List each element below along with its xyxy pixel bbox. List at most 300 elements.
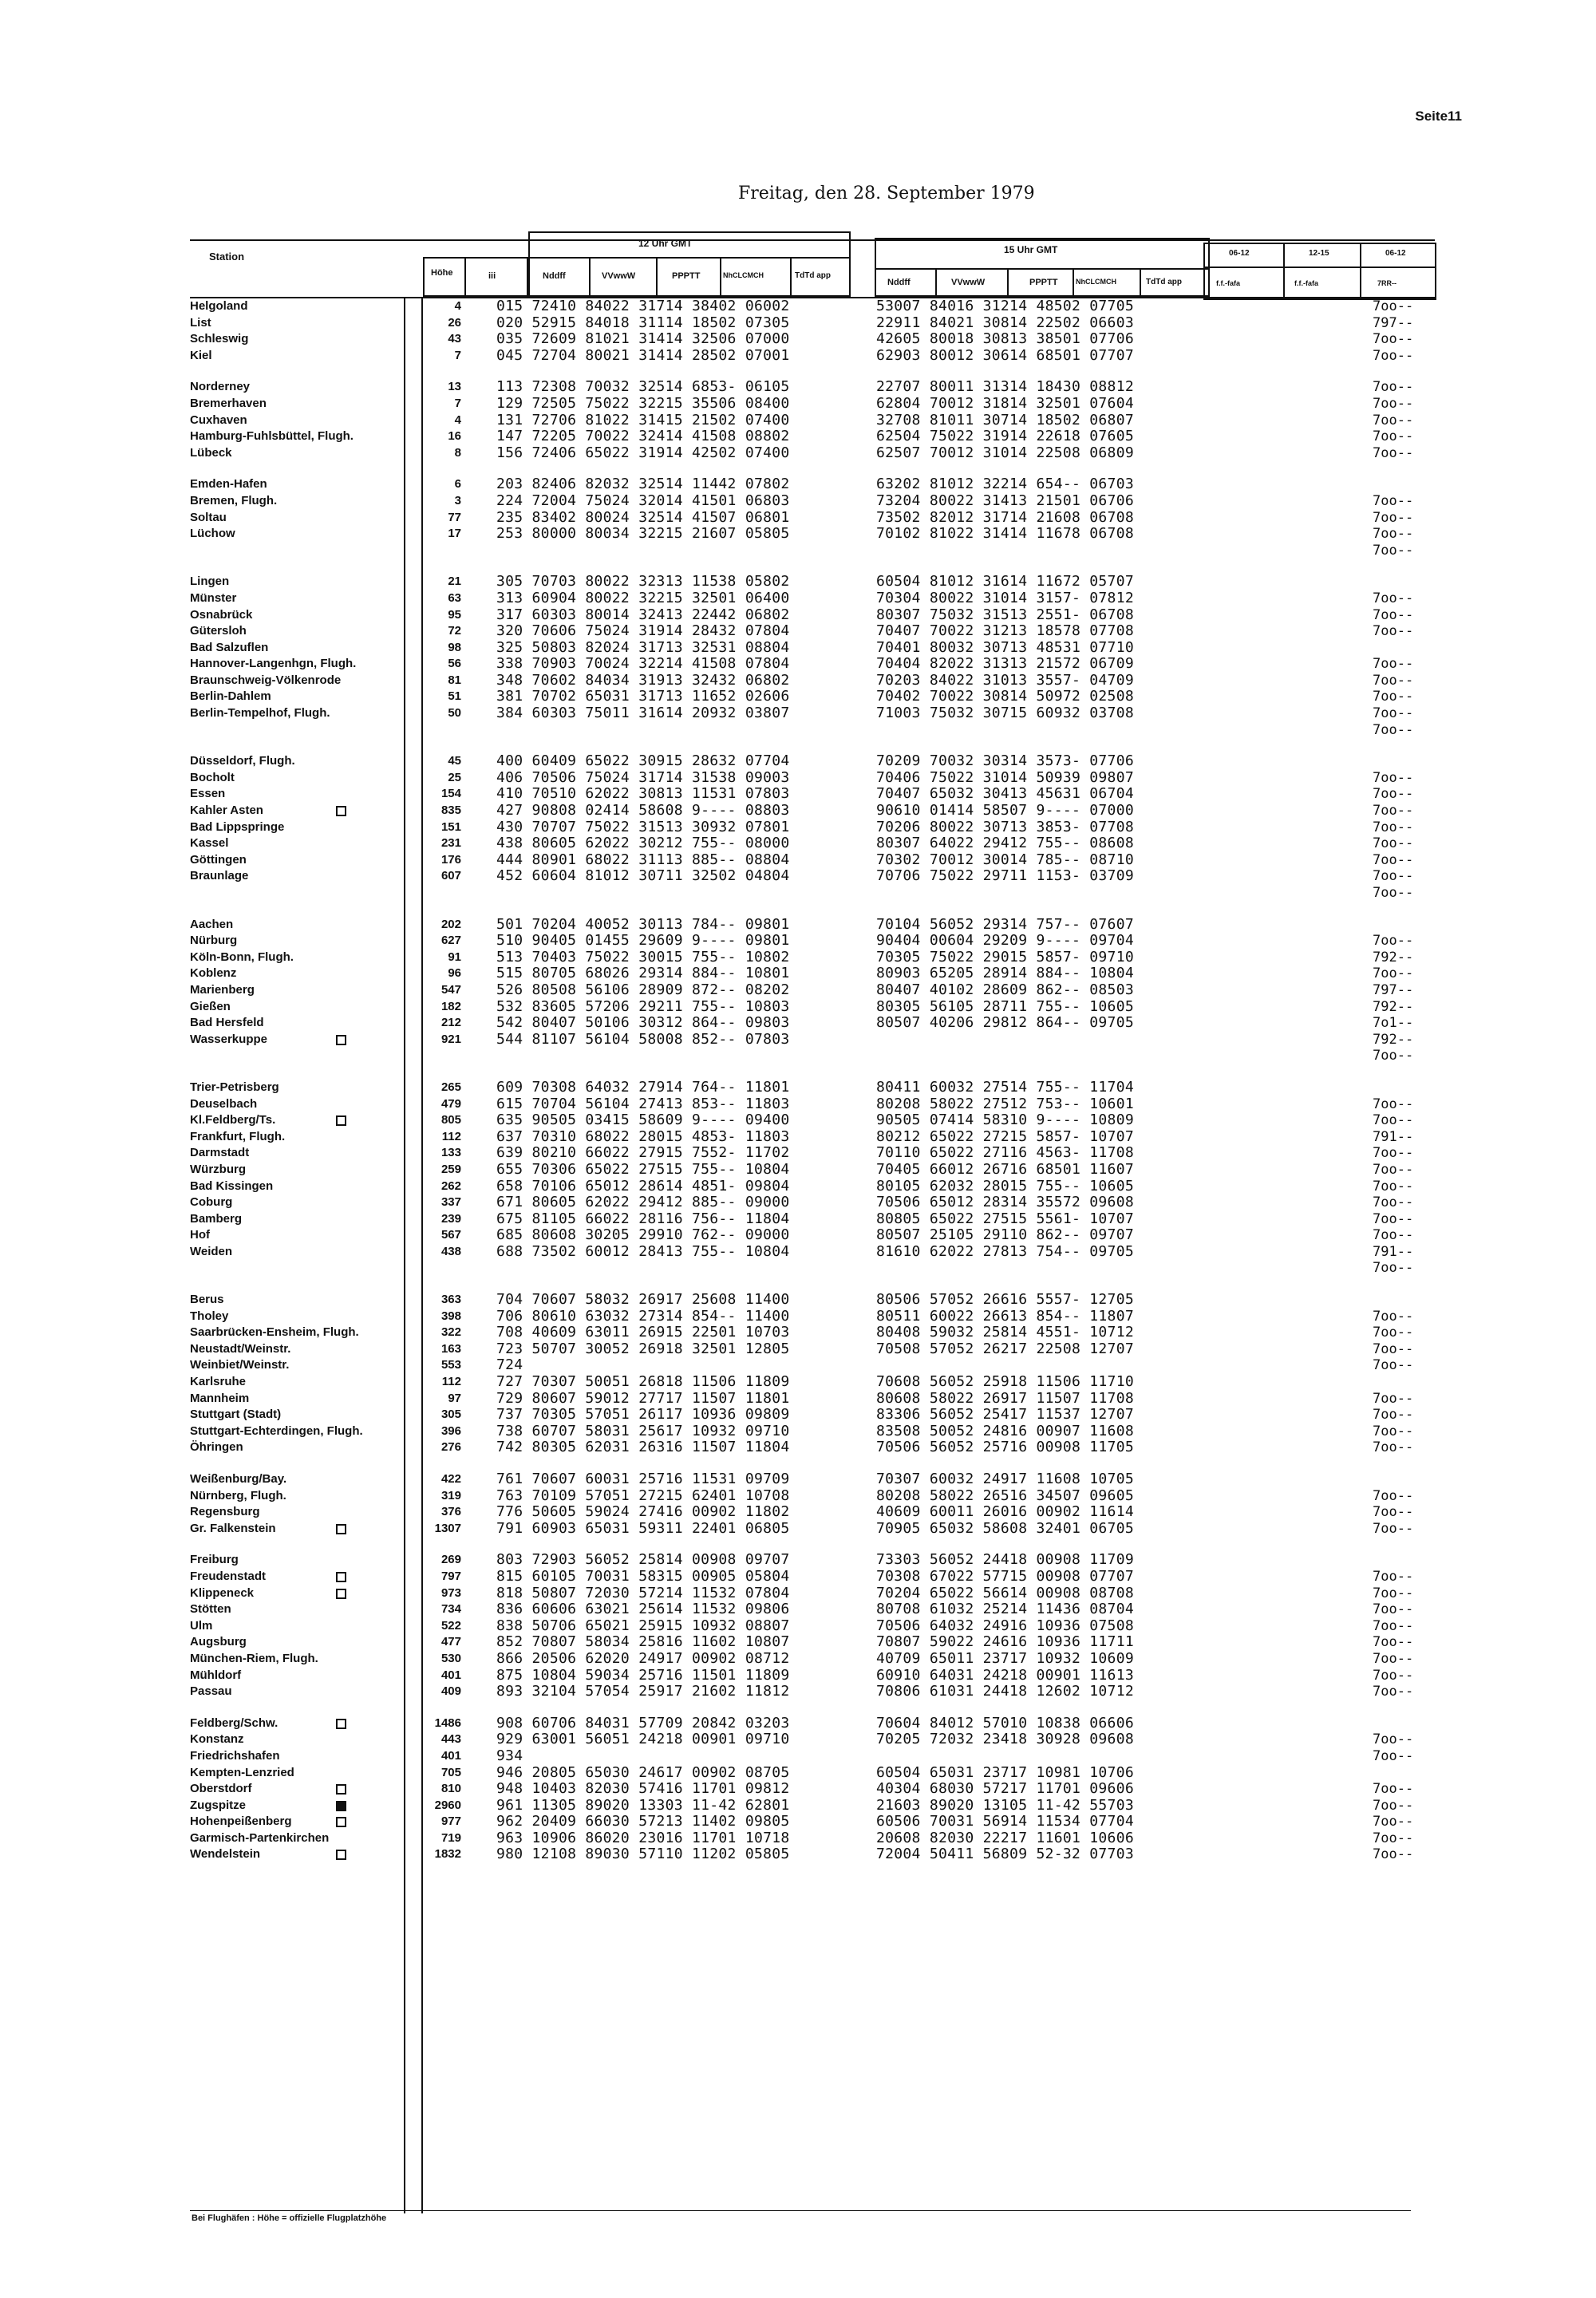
table-row	[0, 982, 1596, 999]
obs-15utc: 70608 56052 25918 11506 11710	[876, 1373, 1134, 1391]
station-height: 163	[440, 1341, 461, 1356]
obs-15utc: 70508 57052 26217 22508 12707	[876, 1340, 1134, 1357]
table-row	[0, 331, 1596, 348]
station-name: Braunschweig-Völkenrode	[190, 673, 342, 687]
obs-extra: 7oo--	[1373, 851, 1414, 868]
obs-15utc: 80506 57052 26616 5557- 12705	[876, 1291, 1134, 1309]
table-row	[0, 428, 1596, 445]
obs-extra: 7oo--	[1373, 1781, 1414, 1798]
obs-extra: 792--	[1373, 1031, 1414, 1048]
obs-12utc: 515 80705 68026 29314 884-- 10801	[496, 965, 790, 982]
table-row	[0, 1618, 1596, 1635]
station-height: 45	[448, 754, 461, 768]
obs-15utc: 80411 60032 27514 755-- 11704	[876, 1078, 1134, 1096]
station-name: Wendelstein	[190, 1847, 261, 1862]
table-row	[0, 1179, 1596, 1195]
obs-12utc: 724	[496, 1356, 523, 1374]
obs-12utc: 961 11305 89020 13303 11-42 62801	[496, 1796, 790, 1814]
obs-15utc: 71003 75032 30715 60932 03708	[876, 705, 1134, 722]
obs-15utc: 80307 75032 31513 2551- 06708	[876, 606, 1134, 623]
table-row	[0, 1194, 1596, 1211]
obs-extra: 7oo--	[1373, 835, 1414, 852]
obs-extra: 7oo--	[1373, 1340, 1414, 1357]
obs-extra: 7oo--	[1373, 1423, 1414, 1439]
obs-15utc: 80407 40102 28609 862-- 08503	[876, 981, 1134, 998]
table-row	[0, 623, 1596, 640]
obs-extra: 7oo--	[1373, 606, 1414, 623]
table-row	[0, 965, 1596, 982]
station-name: Hof	[190, 1228, 210, 1242]
obs-12utc: 147 72205 70022 32414 41508 08802	[496, 428, 790, 445]
obs-12utc: 020 52915 84018 31114 18502 07305	[496, 314, 790, 331]
table-row	[0, 1032, 1596, 1048]
header-15-col3: PPPTT	[1029, 278, 1058, 287]
table-row	[0, 1129, 1596, 1146]
table-row	[0, 1748, 1596, 1765]
station-name: Bamberg	[190, 1211, 243, 1226]
table-row	[0, 1830, 1596, 1847]
obs-extra: 7oo--	[1373, 347, 1414, 364]
station-name: Aachen	[190, 917, 234, 931]
obs-12utc: 908 60706 84031 57709 20842 03203	[496, 1714, 790, 1731]
obs-12utc: 761 70607 60031 25716 11531 09709	[496, 1471, 790, 1487]
station-height: 627	[440, 934, 461, 948]
table-row	[0, 510, 1596, 527]
obs-extra: 7oo--	[1373, 1210, 1414, 1227]
obs-15utc: 70807 59022 24616 10936 11711	[876, 1633, 1134, 1651]
obs-12utc: 320 70606 75024 31914 28432 07804	[496, 622, 790, 640]
header-extra-4: f.f.-fafa	[1216, 279, 1240, 287]
obs-12utc: 444 80901 68022 31113 885-- 08804	[496, 851, 790, 868]
station-height: 1486	[434, 1716, 461, 1730]
table-row	[0, 1112, 1596, 1129]
obs-12utc: 113 72308 70032 32514 6853- 06105	[496, 378, 790, 396]
station-name: Bad Salzuflen	[190, 640, 269, 654]
obs-15utc: 80511 60022 26613 854-- 11807	[876, 1307, 1134, 1325]
obs-12utc: 704 70607 58032 26917 25608 11400	[496, 1291, 790, 1309]
station-name: Cuxhaven	[190, 413, 247, 427]
obs-15utc: 80805 65022 27515 5561- 10707	[876, 1210, 1134, 1227]
obs-extra: 791--	[1373, 1243, 1414, 1260]
table-row	[0, 722, 1596, 739]
header-12-col4: NhCLCMCH	[723, 271, 764, 279]
station-name: Deuselbach	[190, 1096, 258, 1111]
header-15-col2: VVwwW	[951, 278, 986, 287]
obs-15utc: 70506 64032 24916 10936 07508	[876, 1617, 1134, 1634]
obs-15utc: 80507 40206 29812 864-- 09705	[876, 1014, 1134, 1032]
obs-15utc: 70305 75022 29015 5857- 09710	[876, 948, 1134, 965]
obs-15utc: 60910 64031 24218 00901 11613	[876, 1666, 1134, 1684]
header-extra-1: 06-12	[1229, 249, 1250, 258]
obs-15utc: 70905 65032 58608 32401 06705	[876, 1519, 1134, 1537]
obs-15utc: 70204 65022 56614 00908 08708	[876, 1584, 1134, 1601]
station-height: 977	[440, 1814, 461, 1829]
table-row	[0, 1634, 1596, 1651]
obs-12utc: 706 80610 63032 27314 854-- 11400	[496, 1307, 790, 1325]
obs-15utc: 40609 60011 26016 00902 11614	[876, 1503, 1134, 1521]
obs-12utc: 655 70306 65022 27515 755-- 10804	[496, 1160, 790, 1178]
obs-extra: 7oo--	[1373, 1747, 1414, 1764]
station-height: 262	[440, 1179, 461, 1193]
obs-12utc: 427 90808 02414 58608 9---- 08803	[496, 802, 790, 819]
table-row	[0, 656, 1596, 673]
station-name: Soltau	[190, 510, 227, 524]
header-12-col5: TdTd app	[795, 271, 831, 280]
table-row	[0, 1325, 1596, 1341]
station-height: 2960	[434, 1798, 461, 1812]
obs-12utc: 235 83402 80024 32514 41507 06801	[496, 508, 790, 526]
obs-12utc: 875 10804 59034 25716 11501 11809	[496, 1666, 790, 1684]
table-row	[0, 379, 1596, 396]
station-height: 443	[440, 1732, 461, 1747]
station-height: 305	[440, 1408, 461, 1422]
station-height: 7	[454, 348, 461, 362]
square-icon	[336, 806, 346, 816]
station-height: 97	[448, 1391, 461, 1405]
obs-extra: 7oo--	[1373, 868, 1414, 885]
obs-12utc: 338 70903 70024 32214 41508 07804	[496, 655, 790, 673]
obs-extra: 7oo--	[1373, 526, 1414, 543]
obs-extra: 797--	[1373, 981, 1414, 998]
station-height: 422	[440, 1472, 461, 1486]
table-row	[0, 1798, 1596, 1814]
table-row	[0, 1471, 1596, 1488]
obs-15utc: 83508 50052 24816 00907 11608	[876, 1422, 1134, 1439]
obs-15utc: 42605 80018 30813 38501 07706	[876, 330, 1134, 348]
table-row	[0, 1096, 1596, 1113]
station-height: 567	[440, 1228, 461, 1242]
obs-extra: 7oo--	[1373, 412, 1414, 428]
obs-12utc: 224 72004 75024 32014 41501 06803	[496, 492, 790, 509]
table-row	[0, 753, 1596, 770]
obs-15utc: 70304 80022 31014 3157- 07812	[876, 589, 1134, 606]
station-height: 151	[440, 819, 461, 834]
table-row	[0, 1504, 1596, 1521]
obs-extra: 7oo--	[1373, 819, 1414, 835]
table-row	[0, 1341, 1596, 1358]
obs-15utc: 70110 65022 27116 4563- 11708	[876, 1144, 1134, 1162]
station-name: Lübeck	[190, 445, 232, 460]
obs-extra: 7oo--	[1373, 1161, 1414, 1178]
header-12utc-rule	[528, 257, 851, 259]
obs-12utc: 637 70310 68022 28015 4853- 11803	[496, 1127, 790, 1145]
divider	[1073, 268, 1074, 297]
obs-extra: 7oo--	[1373, 1325, 1414, 1341]
station-name: Köln-Bonn, Flugh.	[190, 950, 294, 964]
obs-12utc: 513 70403 75022 30015 755-- 10802	[496, 948, 790, 965]
station-name: Frankfurt, Flugh.	[190, 1129, 286, 1143]
obs-15utc: 40304 68030 57217 11701 09606	[876, 1780, 1134, 1798]
obs-extra: 7oo--	[1373, 1634, 1414, 1651]
station-name: Öhringen	[190, 1440, 243, 1455]
obs-12utc: 962 20409 66030 57213 11402 09805	[496, 1813, 790, 1830]
header-15-col5: TdTd app	[1146, 278, 1182, 286]
obs-12utc: 452 60604 81012 30711 32502 04804	[496, 867, 790, 885]
header-extra-3: 06-12	[1385, 249, 1406, 258]
obs-12utc: 609 70308 64032 27914 764-- 11801	[496, 1078, 790, 1096]
table-row	[0, 1357, 1596, 1374]
filled-square-icon	[336, 1801, 346, 1811]
station-height: 8	[454, 445, 461, 460]
station-name: Wasserkuppe	[190, 1032, 267, 1046]
station-height: 51	[448, 689, 461, 704]
station-height: 401	[440, 1748, 461, 1763]
station-name: Regensburg	[190, 1505, 260, 1519]
station-name: Mannheim	[190, 1391, 250, 1405]
obs-15utc: 20608 82030 22217 11601 10606	[876, 1829, 1134, 1846]
station-group	[0, 1080, 1596, 1277]
station-height: 322	[440, 1325, 461, 1340]
table-row	[0, 868, 1596, 885]
obs-15utc: 70402 70022 30814 50972 02508	[876, 688, 1134, 705]
station-name: Gr. Falkenstein	[190, 1521, 276, 1535]
obs-15utc: 40709 65011 23717 10932 10609	[876, 1649, 1134, 1667]
obs-extra: 7oo--	[1373, 1390, 1414, 1407]
station-group	[0, 298, 1596, 364]
obs-12utc: 639 80210 66022 27915 7552- 11702	[496, 1144, 790, 1162]
station-group	[0, 917, 1596, 1064]
station-height: 16	[448, 429, 461, 444]
table-row	[0, 348, 1596, 365]
table-row	[0, 1781, 1596, 1798]
obs-12utc: 015 72410 84022 31714 38402 06002	[496, 298, 790, 314]
obs-extra: 7oo--	[1373, 885, 1414, 901]
station-name: Darmstadt	[190, 1146, 250, 1160]
header-15-col4: NhCLCMCH	[1076, 278, 1116, 286]
divider	[589, 257, 591, 297]
station-name: Berus	[190, 1293, 224, 1307]
station-height: 212	[440, 1016, 461, 1030]
station-height: 98	[448, 640, 461, 654]
obs-15utc: 80208 58022 27512 753-- 10601	[876, 1095, 1134, 1112]
table-row	[0, 1048, 1596, 1064]
obs-12utc: 532 83605 57206 29211 755-- 10803	[496, 997, 790, 1015]
obs-12utc: 776 50605 59024 27416 00902 11802	[496, 1503, 790, 1521]
station-height: 50	[448, 706, 461, 721]
obs-extra: 791--	[1373, 1128, 1414, 1145]
station-name: Coburg	[190, 1195, 233, 1210]
obs-extra: 7oo--	[1373, 1684, 1414, 1700]
obs-extra: 7oo--	[1373, 1568, 1414, 1585]
obs-extra: 7oo--	[1373, 1260, 1414, 1277]
table-row	[0, 1292, 1596, 1309]
obs-12utc: 253 80000 80034 32215 21607 05805	[496, 525, 790, 543]
station-group	[0, 1471, 1596, 1537]
obs-12utc: 791 60903 65031 59311 22401 06805	[496, 1519, 790, 1537]
header-12utc: 12 Uhr GMT	[638, 238, 693, 249]
square-icon	[336, 1817, 346, 1827]
obs-15utc: 53007 84016 31214 48502 07705	[876, 298, 1134, 314]
header-12-col3: PPPTT	[672, 271, 701, 281]
table-row	[0, 1846, 1596, 1863]
table-row	[0, 1601, 1596, 1618]
station-name: Hamburg-Fuhlsbüttel, Flugh.	[190, 429, 354, 444]
station-height: 363	[440, 1293, 461, 1307]
table-row	[0, 689, 1596, 705]
obs-15utc: 60504 65031 23717 10981 10706	[876, 1763, 1134, 1781]
table-row	[0, 543, 1596, 559]
obs-15utc: 70308 67022 57715 00908 07707	[876, 1567, 1134, 1585]
obs-12utc: 723 50707 30052 26918 32501 12805	[496, 1340, 790, 1357]
obs-extra: 7oo--	[1373, 298, 1414, 314]
table-row	[0, 1651, 1596, 1668]
station-height: 81	[448, 673, 461, 687]
obs-12utc: 815 60105 70031 58315 00905 05804	[496, 1567, 790, 1585]
station-name: Helgoland	[190, 299, 248, 313]
station-height: 337	[440, 1195, 461, 1210]
station-group	[0, 574, 1596, 738]
obs-extra: 7oo--	[1373, 1650, 1414, 1667]
obs-extra: 7oo--	[1373, 672, 1414, 689]
table-row	[0, 1407, 1596, 1423]
obs-15utc: 70307 60032 24917 11608 10705	[876, 1471, 1134, 1487]
obs-extra: 7oo--	[1373, 509, 1414, 526]
station-name: Konstanz	[190, 1732, 244, 1747]
station-group	[0, 1716, 1596, 1863]
station-height: 56	[448, 657, 461, 671]
obs-12utc: 658 70106 65012 28614 4851- 09804	[496, 1177, 790, 1194]
obs-extra: 7oo--	[1373, 444, 1414, 461]
station-name: Würzburg	[190, 1162, 246, 1176]
station-height: 269	[440, 1553, 461, 1567]
station-group	[0, 753, 1596, 901]
obs-12utc: 727 70307 50051 26818 11506 11809	[496, 1373, 790, 1391]
table-row	[0, 526, 1596, 543]
obs-15utc: 70205 72032 23418 30928 09608	[876, 1731, 1134, 1748]
station-height: 553	[440, 1358, 461, 1372]
obs-15utc: 70706 75022 29711 1153- 03709	[876, 867, 1134, 885]
obs-extra: 7oo--	[1373, 705, 1414, 722]
table-row	[0, 1162, 1596, 1179]
station-name: Nürnberg, Flugh.	[190, 1488, 286, 1502]
station-height: 231	[440, 836, 461, 851]
obs-extra: 7oo--	[1373, 1814, 1414, 1830]
station-name: Klippeneck	[190, 1585, 255, 1600]
obs-15utc: 80212 65022 27215 5857- 10707	[876, 1127, 1134, 1145]
obs-15utc: 90610 01414 58507 9---- 07000	[876, 802, 1134, 819]
station-group	[0, 1292, 1596, 1456]
table-row	[0, 574, 1596, 590]
obs-extra: 7oo--	[1373, 933, 1414, 950]
table-row	[0, 1569, 1596, 1585]
obs-12utc: 156 72406 65022 31914 42502 07400	[496, 444, 790, 461]
table-row	[0, 1521, 1596, 1538]
obs-12utc: 410 70510 62022 30813 11531 07803	[496, 785, 790, 803]
station-name: Lingen	[190, 574, 230, 589]
table-row	[0, 1814, 1596, 1830]
obs-15utc: 70401 80032 30713 48531 07710	[876, 638, 1134, 656]
table-row	[0, 1227, 1596, 1244]
station-height: 921	[440, 1032, 461, 1046]
table-row	[0, 835, 1596, 852]
divider	[720, 257, 721, 297]
obs-15utc: 80105 62032 28015 755-- 10605	[876, 1177, 1134, 1194]
station-height: 112	[441, 1375, 461, 1389]
obs-12utc: 313 60904 80022 32215 32501 06400	[496, 589, 790, 606]
square-icon	[336, 1850, 346, 1860]
obs-extra: 792--	[1373, 949, 1414, 965]
table-row	[0, 640, 1596, 657]
table-row	[0, 1585, 1596, 1602]
station-height: 734	[440, 1602, 461, 1617]
station-name: List	[190, 315, 211, 330]
station-height: 973	[440, 1585, 461, 1600]
obs-15utc: 80608 58022 26917 11507 11708	[876, 1389, 1134, 1407]
table-row	[0, 1391, 1596, 1408]
table-row	[0, 413, 1596, 429]
obs-extra: 7oo--	[1373, 379, 1414, 396]
station-name: Weinbiet/Weinstr.	[190, 1358, 290, 1372]
table-row	[0, 315, 1596, 332]
obs-extra: 7oo--	[1373, 1520, 1414, 1537]
station-name: Bocholt	[190, 770, 235, 784]
obs-extra: 7oo--	[1373, 331, 1414, 348]
station-height: 95	[448, 607, 461, 622]
station-name: Friedrichshafen	[190, 1748, 280, 1763]
station-name: Stuttgart-Echterdingen, Flugh.	[190, 1423, 363, 1438]
obs-12utc: 708 40609 63011 26915 22501 10703	[496, 1324, 790, 1341]
station-height: 112	[441, 1129, 461, 1143]
station-height: 705	[440, 1765, 461, 1779]
table-row	[0, 607, 1596, 624]
station-height: 398	[440, 1309, 461, 1323]
station-height: 479	[440, 1096, 461, 1111]
obs-12utc: 348 70602 84034 31913 32432 06802	[496, 671, 790, 689]
obs-15utc: 62903 80012 30614 68501 07707	[876, 346, 1134, 364]
obs-extra: 7oo--	[1373, 803, 1414, 819]
obs-15utc: 70104 56052 29314 757-- 07607	[876, 915, 1134, 933]
table-row	[0, 770, 1596, 787]
station-height: 4	[454, 413, 461, 427]
header-extra-rule	[1203, 267, 1436, 268]
obs-extra: 7oo--	[1373, 1112, 1414, 1129]
obs-extra: 7oo--	[1373, 1227, 1414, 1244]
obs-15utc: 62804 70012 31814 32501 07604	[876, 394, 1134, 412]
divider	[656, 257, 658, 297]
obs-extra: 7oo--	[1373, 1194, 1414, 1211]
obs-12utc: 685 80608 30205 29910 762-- 09000	[496, 1226, 790, 1244]
station-name: Göttingen	[190, 852, 247, 867]
obs-extra: 797--	[1373, 314, 1414, 331]
obs-15utc: 80708 61032 25214 11436 08704	[876, 1601, 1134, 1618]
header-15-col1: Nddff	[887, 278, 911, 287]
station-name: Berlin-Dahlem	[190, 689, 271, 704]
header-extra-6: 7RR--	[1377, 279, 1396, 287]
table-row	[0, 819, 1596, 836]
station-name: Garmisch-Partenkirchen	[190, 1830, 330, 1845]
station-height: 396	[440, 1423, 461, 1438]
table-row	[0, 917, 1596, 934]
square-icon	[336, 1524, 346, 1534]
station-height: 547	[440, 982, 461, 997]
station-name: Mühldorf	[190, 1668, 242, 1682]
obs-extra: 7oo--	[1373, 721, 1414, 738]
table-row	[0, 705, 1596, 722]
obs-15utc: 73502 82012 31714 21608 06708	[876, 508, 1134, 526]
station-height: 17	[448, 527, 461, 541]
header-extra-5: f.f.-fafa	[1294, 279, 1318, 287]
obs-extra: 7oo--	[1373, 1407, 1414, 1423]
obs-15utc: 22707 80011 31314 18430 08812	[876, 378, 1134, 396]
table-row	[0, 933, 1596, 950]
footnote: Bei Flughäfen : Höhe = offizielle Flugplatzhöhe	[192, 2213, 387, 2223]
station-name: Kiel	[190, 348, 212, 362]
obs-extra: 7oo--	[1373, 786, 1414, 803]
obs-15utc: 70407 70022 31213 18578 07708	[876, 622, 1134, 640]
obs-extra: 7oo--	[1373, 492, 1414, 509]
square-icon	[336, 1035, 346, 1045]
station-name: Stötten	[190, 1602, 231, 1617]
